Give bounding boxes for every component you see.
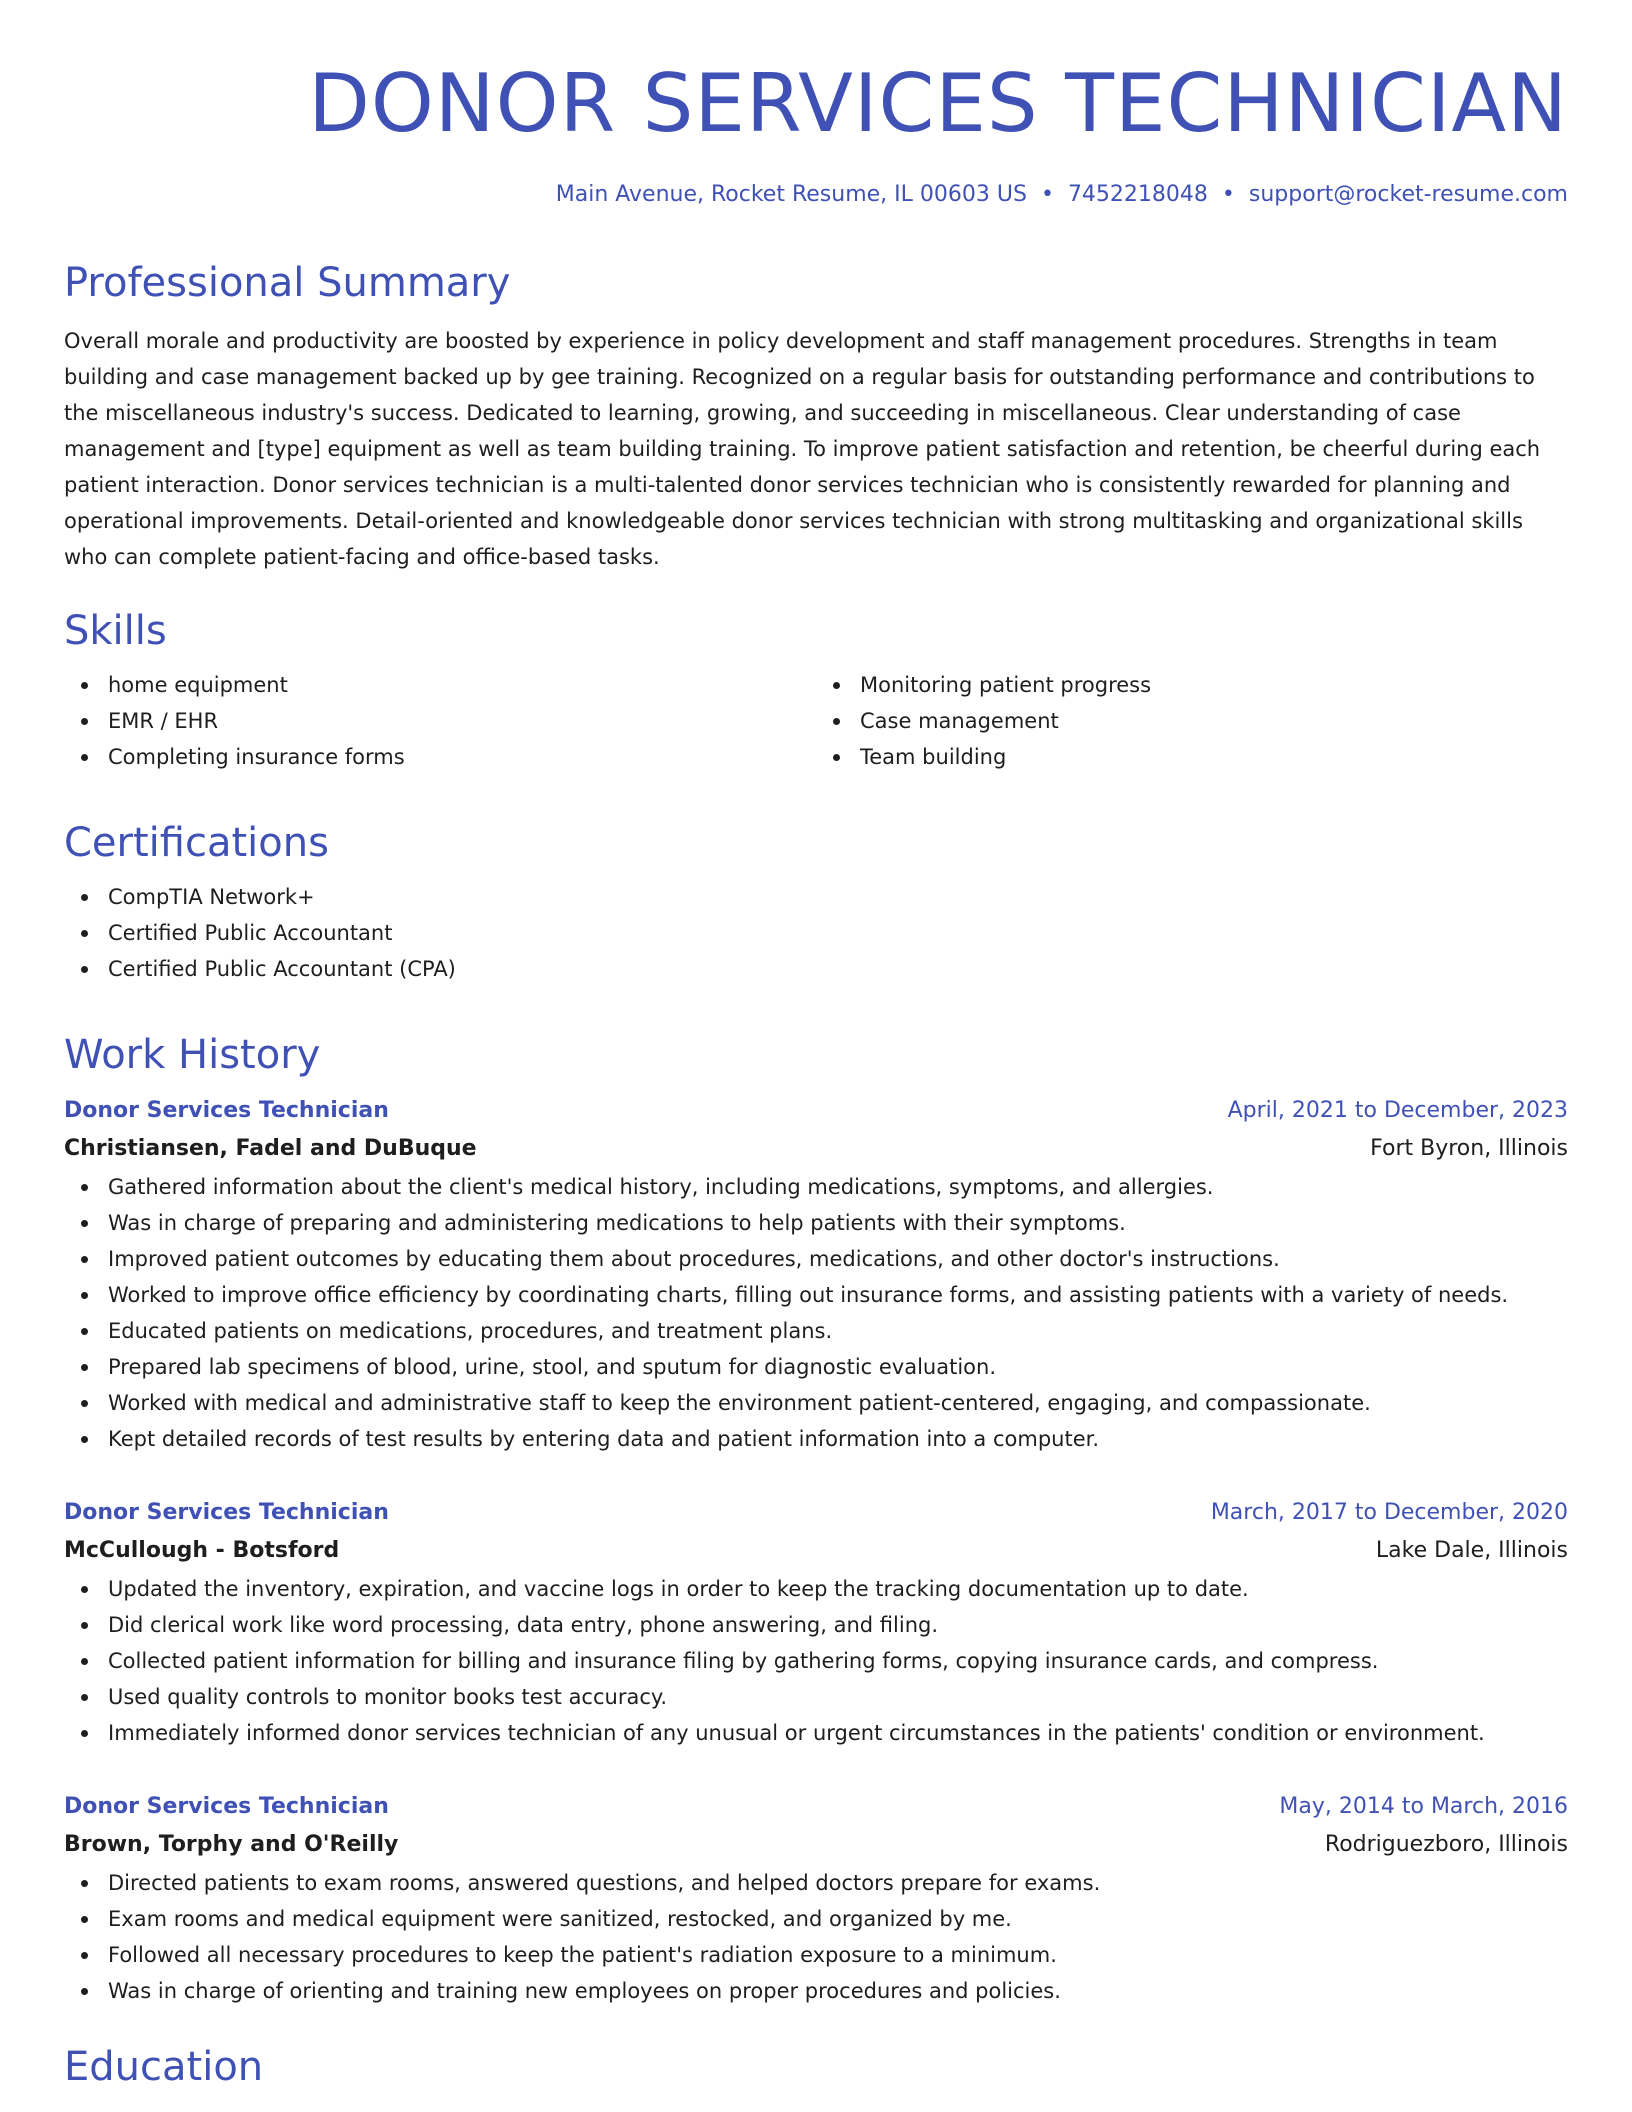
certifications-section [64,817,1568,987]
skill-item: EMR / EHR [64,703,816,739]
certification-item: CompTIA Network+ [64,879,1568,915]
skills-list-right [816,667,1568,775]
job-header [64,1495,1568,1531]
job-duty: Did clerical work like word processing, data entry, phone answering, and filing. [64,1607,1568,1643]
skills-list-left [64,667,816,775]
contact-separator: • [1221,182,1235,207]
job-duty: Improved patient outcomes by educating them about procedures, medications, and other doctor's instructions. [64,1241,1568,1277]
job-duty: Collected patient information for billing and insurance filing by gathering forms, copying insurance cards, and compress. [64,1643,1568,1679]
job-duty: Was in charge of preparing and administering medications to help patients with their symptoms. [64,1205,1568,1241]
job-duty: Immediately informed donor services technician of any unusual or urgent circumstances in the patients' condition or environment. [64,1715,1568,1751]
skill-item: Monitoring patient progress [816,667,1568,703]
job-duties-list [64,1571,1568,1751]
job-header [64,1789,1568,1825]
job-entry [64,1789,1568,2009]
job-duties-list [64,1169,1568,1457]
job-title: Donor Services Technician [64,1500,389,1525]
work-history-section [64,1029,1568,2009]
job-company: McCullough - Botsford [64,1538,340,1563]
job-subheader [64,1129,1568,1169]
skill-item: Completing insurance forms [64,739,816,775]
skills-grid [64,667,1568,775]
skill-item: Team building [816,739,1568,775]
skills-section [64,605,1568,775]
summary-heading: Professional Summary [64,260,511,306]
job-duty: Kept detailed records of test results by entering data and patient information into a computer. [64,1421,1568,1457]
job-title: Donor Services Technician [64,1098,389,1123]
job-duty: Worked with medical and administrative staff to keep the environment patient-centered, engaging, and compassionate. [64,1385,1568,1421]
certifications-list [64,879,1568,987]
job-subheader [64,1531,1568,1571]
job-duty: Used quality controls to monitor books test accuracy. [64,1679,1568,1715]
job-company: Christiansen, Fadel and DuBuque [64,1136,477,1161]
work-history-heading: Work History [64,1032,321,1078]
job-location: Lake Dale, Illinois [1375,1538,1568,1563]
job-duty: Gathered information about the client's medical history, including medications, symptoms, and allergies. [64,1169,1568,1205]
job-location: Fort Byron, Illinois [1370,1136,1568,1161]
resume-header [64,56,1568,207]
education-section [64,2041,1568,2093]
job-location: Rodriguezboro, Illinois [1324,1832,1568,1857]
job-entry [64,1495,1568,1751]
contact-separator: • [1040,182,1054,207]
candidate-name: DONOR SERVICES TECHNICIAN [308,57,1568,150]
job-dates: May, 2014 to March, 2016 [1279,1794,1568,1819]
job-title: Donor Services Technician [64,1794,389,1819]
job-duty: Was in charge of orienting and training new employees on proper procedures and policies. [64,1973,1568,2009]
job-duty: Worked to improve office efficiency by coordinating charts, filling out insurance forms, and assisting patients with a variety of needs. [64,1277,1568,1313]
job-header [64,1093,1568,1129]
certification-item: Certified Public Accountant [64,915,1568,951]
skill-item: Case management [816,703,1568,739]
skills-heading: Skills [64,608,167,654]
job-subheader [64,1825,1568,1865]
education-heading: Education [64,2044,264,2090]
job-duty: Followed all necessary procedures to keep the patient's radiation exposure to a minimum. [64,1937,1568,1973]
job-duty: Educated patients on medications, procedures, and treatment plans. [64,1313,1568,1349]
job-dates: April, 2021 to December, 2023 [1227,1098,1568,1123]
job-dates: March, 2017 to December, 2020 [1210,1500,1568,1525]
contact-phone: 7452218048 [1067,182,1208,207]
job-duty: Updated the inventory, expiration, and vaccine logs in order to keep the tracking documentation up to date. [64,1571,1568,1607]
job-company: Brown, Torphy and O'Reilly [64,1832,399,1857]
contact-email: support@rocket-resume.com [1248,182,1568,207]
job-entry [64,1093,1568,1457]
contact-line [64,182,1568,207]
summary-text: Overall morale and productivity are boosted by experience in policy development and staff management procedures. Strengths in team building and case management backed up by gee training. Recognized on a regular basis for outstanding performance and contributions to the miscellaneous industry's success. Dedicated to learning, growing, and succeeding in miscellaneous. Clear understanding of case management and [type] equipment as well as team building training. To improve patient satisfaction and retention, be cheerful during each patient interaction. Donor services technician is a multi-talented donor services technician who is consistently rewarded for planning and operational improvements. Detail-oriented and knowledgeable donor services technician with strong multitasking and organizational skills who can complete patient-facing and office-based tasks. [64,329,1541,569]
certification-item: Certified Public Accountant (CPA) [64,951,1568,987]
job-duty: Directed patients to exam rooms, answered questions, and helped doctors prepare for exams. [64,1865,1568,1901]
summary-section [64,257,1568,575]
certifications-heading: Certifications [64,820,329,866]
skill-item: home equipment [64,667,816,703]
contact-address: Main Avenue, Rocket Resume, IL 00603 US [555,182,1027,207]
job-duties-list [64,1865,1568,2009]
job-duty: Exam rooms and medical equipment were sanitized, restocked, and organized by me. [64,1901,1568,1937]
job-duty: Prepared lab specimens of blood, urine, stool, and sputum for diagnostic evaluation. [64,1349,1568,1385]
